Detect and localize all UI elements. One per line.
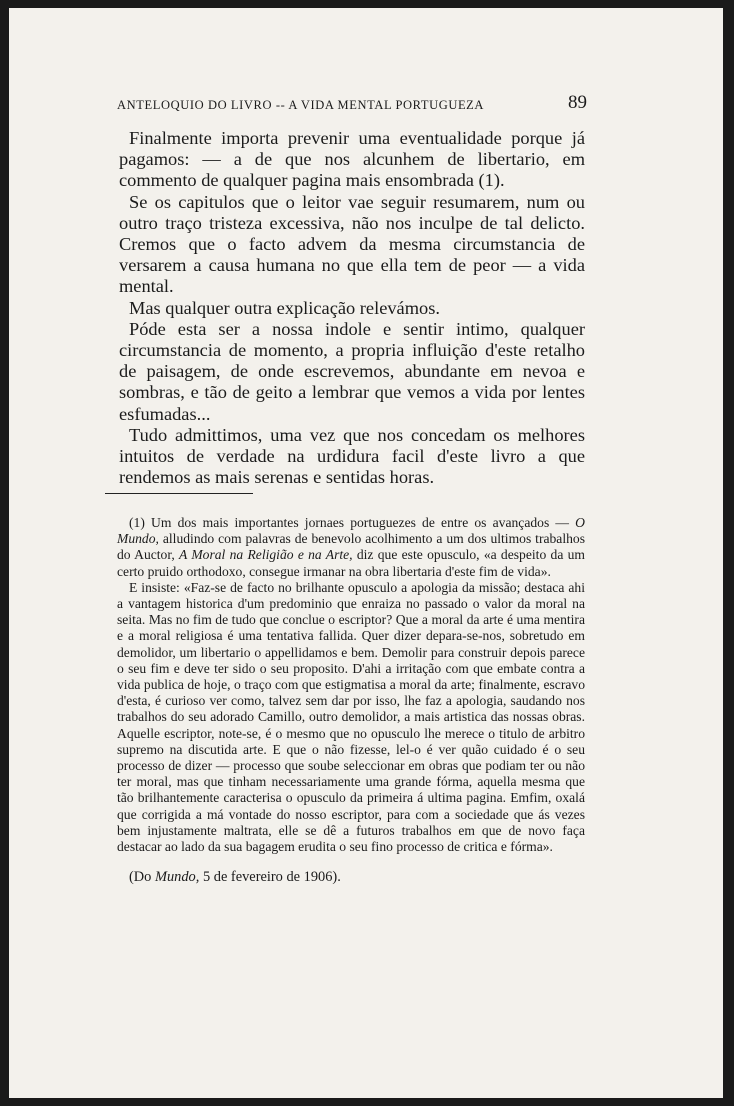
running-title: ANTELOQUIO DO LIVRO -- A VIDA MENTAL PORTUGUEZA [117,98,485,112]
footnote [117,515,585,885]
footnote-source [117,869,585,885]
main-text [119,128,585,488]
footnote-text: (1) Um dos mais importantes jornaes portuguezes de entre os avançados — [129,515,576,530]
source-text: 5 de fevereiro de 1906). [199,869,341,886]
footnote-paragraph [117,515,585,580]
book-page [9,8,723,1098]
page-number: 89 [568,92,587,113]
footnote-paragraph: E insiste: «Faz-se de facto no brilhante opusculo a apologia da missão; destaca ahi a vantagem historica d'um predominio que enraiza no passado o valor da moral na seita. Mas no fim de tudo que conclue o escriptor? Que a moral da arte é uma mentira e a moral religiosa é uma tentativa fallida. Quer dizer depara-se-nos, sobretudo em demolidor, um libertario o appellidamos e bem. Demolir para construir depois parece o seu fim e deve ter sido o seu proposito. D'ahi a irritação com que embate contra a vida publica de hoje, o traço com que estigmatisa a moral da arte; finalmente, escravo d'esta, é curioso ver como, talvez sem dar por isso, lhe faz a apologia, saudando nos trabalhos do seu adorado Camillo, outro demolidor, a mais artistica das nossas obras. Aquelle escriptor, note-se, é o mesmo que no opusculo lhe merece o titulo de arbitro supremo na discutida arte. E que o não fizesse, lel-o é ver quão cuidado é o seu processo de dizer — processo que soube seleccionar em obras que podiam ter ou não ter moral, mas que tinham necessariamente uma grande fórma, aquella mesma que tão brilhantemente caracterisa o opusculo da primeira á ultima pagina. Emfim, oxalá que corrigida a má vontade do nosso escriptor, para com a sociedade que ás vezes bem injustamente maltrata, elle se dê a futuros trabalhos em que de novo faça destacar ao lado da sua bagagem erudita o seu fino processo de critica e fórma». [117,579,585,855]
book-title: A Moral na Religião e na Arte, [179,547,353,563]
footnote-text: alludindo com palavras de benevolo acolhimento a um dos ultimos trabalhos do Auctor, [117,531,585,563]
newspaper-title: O Mundo, [117,515,585,547]
footnote-text: diz que este opusculo, «a despeito da um certo pruido orthodoxo, consegue irmanar na obra libertaria d'este fim de vida». [117,547,585,579]
paragraph: Finalmente importa prevenir uma eventualidade porque já pagamos: — a de que nos alcunhem de libertario, em commento de qualquer pagina mais ensombrada (1). [119,128,585,191]
paragraph: Tudo admittimos, uma vez que nos concedam os melhores intuitos de verdade na urdidura facil d'este livro a que rendemos as mais serenas e sentidas horas. [119,424,585,488]
paragraph: Mas qualquer outra explicação relevámos. [129,297,440,318]
paragraph: Póde esta ser a nossa indole e sentir intimo, qualquer circumstancia de momento, a propria influição d'este retalho de paisagem, de onde escrevemos, abundante em nevoa e sombras, e tão de geito a lembrar que vemos a vida por lentes esfumadas... [119,318,585,424]
source-text: (Do [129,869,155,886]
paragraph: Se os capitulos que o leitor vae seguir resumarem, num ou outro traço tristeza excessiva, não nos inculpe de tal delicto. Cremos que o facto advem da mesma circumstancia de versarem a causa humana no que ella tem de peor — a vida mental. [119,191,585,297]
footnote-divider [105,493,253,494]
source-newspaper: Mundo, [154,869,200,886]
